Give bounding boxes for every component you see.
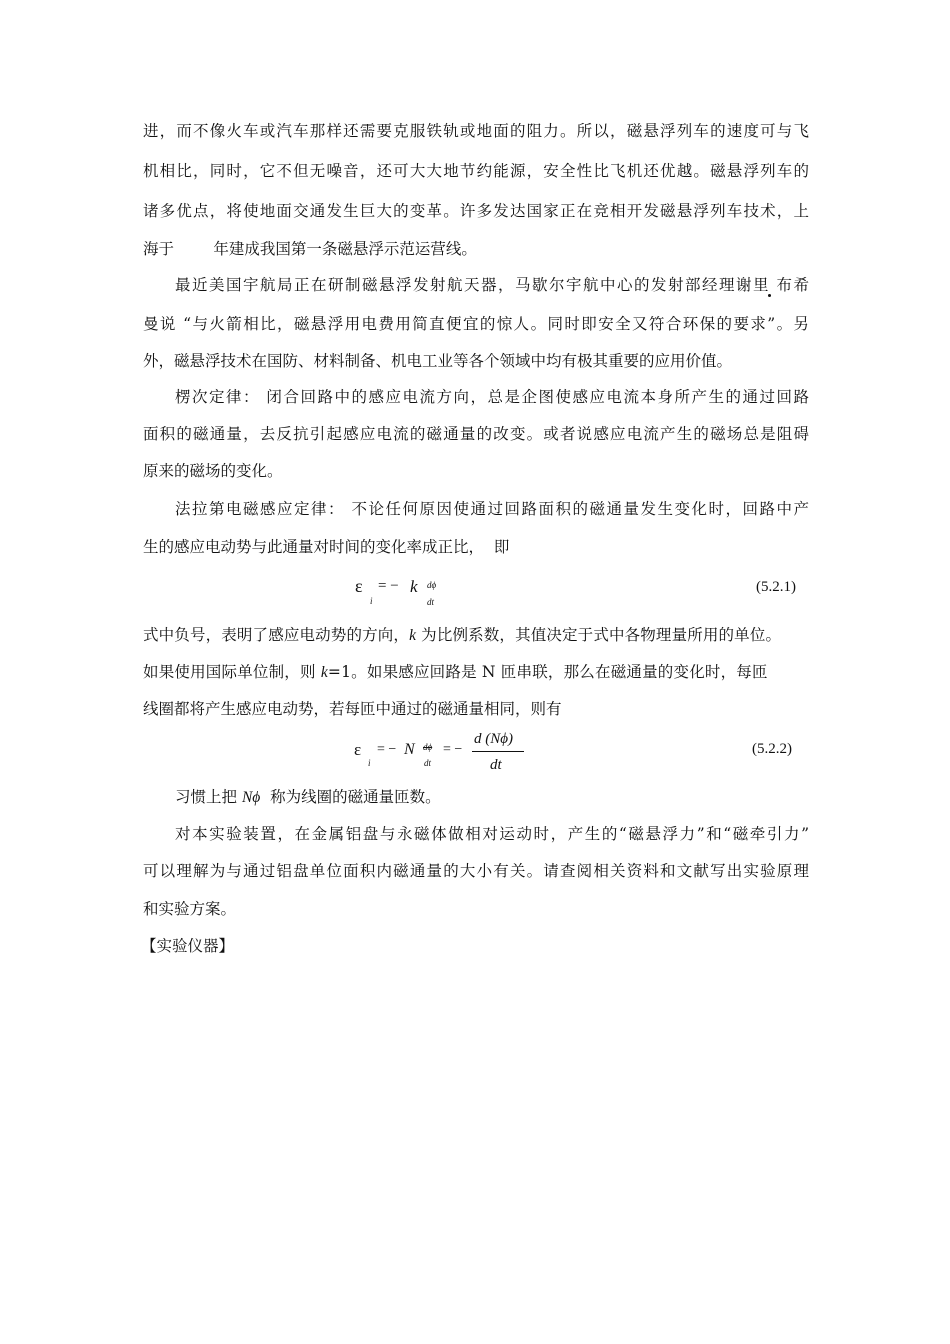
numerator-dphi: dϕ — [427, 580, 437, 590]
fraction-bar — [472, 751, 524, 752]
equation-number: (5.2.2) — [752, 741, 792, 757]
paragraph-5-line-2 — [143, 660, 809, 685]
text-segment: 式中负号，表明了感应电动势的方向， — [143, 626, 410, 644]
paragraph-1-line-1: 进，而不像火车或汽车那样还需要克服铁轨或地面的阻力。所以，磁悬浮列车的速度可与飞 — [143, 122, 809, 140]
paragraph-2-line-1: 最近美国宇航局正在研制磁悬浮发射航天器，马歇尔宇航中心的发射部经理谢里 布希 — [175, 276, 809, 294]
numerator-dphi-small: dϕ — [423, 742, 433, 752]
paragraph-6 — [175, 785, 809, 810]
epsilon-symbol: ε — [355, 576, 363, 596]
paragraph-1-line-2: 机相比，同时，它不但无噪音，还可大大地节约能源，安全性比飞机还优越。磁悬浮列车的 — [143, 162, 809, 180]
constant-k: k — [410, 577, 418, 596]
variable-k: k — [409, 627, 417, 644]
text-segment: 为比例系数，其值决定于式中各物理量所用的单位。 — [416, 626, 782, 644]
subscript-i: i — [368, 758, 371, 768]
paragraph-4-line-2: 生的感应电动势与此通量对时间的变化率成正比， 即 — [143, 538, 510, 556]
equals-minus: = − — [443, 742, 463, 757]
paragraph-7-line-1: 对本实验装置，在金属铝盘与永磁体做相对运动时，产生的“磁悬浮力”和“磁牵引力” — [175, 825, 809, 843]
denominator-dt-small: dt — [424, 758, 432, 768]
variable-k: k — [320, 664, 328, 681]
paragraph-2-line-2: 曼说 “与火箭相比，磁悬浮用电费用简直便宜的惊人。同时即安全又符合环保的要求”。另 — [143, 315, 809, 333]
equals-minus: = − — [378, 578, 399, 594]
paragraph-2-line-3: 外，磁悬浮技术在国防、材料制备、机电工业等各个领域中均有极其重要的应用价值。 — [143, 352, 733, 370]
interpunct-dot — [768, 294, 771, 297]
paragraph-5-line-1 — [143, 623, 811, 648]
section-heading: 【实验仪器】 — [141, 937, 235, 955]
numerator-d-nphi: d (Nϕ) — [474, 731, 514, 747]
paragraph-7-line-3: 和实验方案。 — [143, 900, 237, 918]
equals-minus: = − — [377, 742, 397, 757]
epsilon-symbol: ε — [354, 740, 362, 759]
paragraph-3-line-1: 楞次定律： 闭合回路中的感应电流方向，总是企图使感应电流本身所产生的通过回路 — [175, 388, 809, 406]
paragraph-7-line-2: 可以理解为与通过铝盘单位面积内磁通量的大小有关。请查阅相关资料和文献写出实验原理 — [143, 862, 809, 880]
equation-number: (5.2.1) — [756, 579, 796, 595]
paragraph-3-line-2: 面积的磁通量，去反抗引起感应电流的磁通量的改变。或者说感应电流产生的磁场总是阻碍 — [143, 425, 809, 443]
paragraph-4-line-1: 法拉第电磁感应定律： 不论任何原因使通过回路面积的磁通量发生变化时，回路中产 — [175, 500, 809, 518]
paragraph-3-line-3: 原来的磁场的变化。 — [143, 462, 283, 480]
paragraph-5-line-3: 线圈都将产生感应电动势，若每匝中通过的磁通量相同，则有 — [143, 700, 562, 718]
text-segment: 如果使用国际单位制，则 — [143, 663, 321, 681]
subscript-i: i — [370, 596, 373, 606]
paragraph-1-line-4: 海于 年建成我国第一条磁悬浮示范运营线。 — [143, 240, 477, 258]
denominator-dt: dt — [490, 757, 502, 773]
denominator-dt: dt — [427, 597, 435, 607]
variable-nphi: Nϕ — [241, 789, 261, 806]
text-segment: =1。如果感应回路是 N 匝串联，那么在磁通量的变化时，每匝 — [327, 663, 768, 681]
text-segment: 习惯上把 — [175, 788, 242, 806]
paragraph-1-line-3: 诸多优点，将使地面交通发生巨大的变革。许多发达国家正在竞相开发磁悬浮列车技术，上 — [143, 202, 809, 220]
variable-n: N — [404, 741, 415, 758]
text-segment: 称为线圈的磁通量匝数。 — [260, 788, 441, 806]
